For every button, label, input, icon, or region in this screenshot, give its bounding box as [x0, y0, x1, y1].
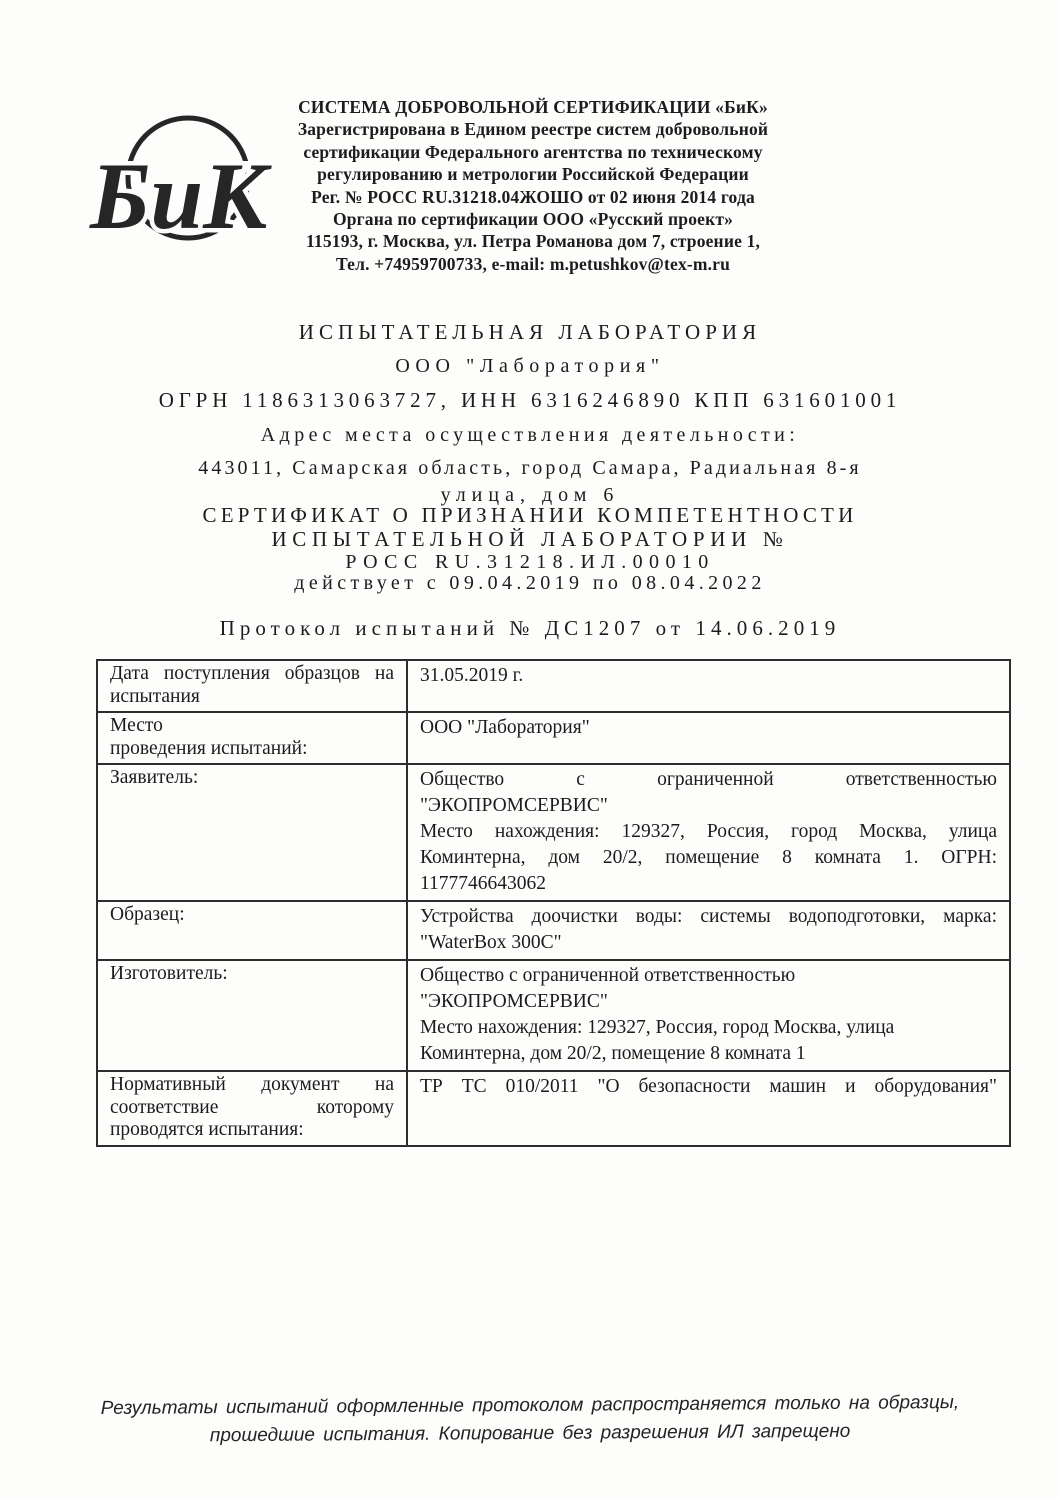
cell-line: Общество с ограниченной ответственностью — [420, 965, 796, 986]
footer-note-line-1: Результаты испытаний оформленные протоколом распространяется только на образцы, — [100, 1392, 960, 1419]
cert-recognition-line1: СЕРТИФИКАТ О ПРИЗНАНИИ КОМПЕТЕНТНОСТИ — [202, 503, 858, 527]
table-row-normative-document — [97, 1071, 1010, 1146]
row-value-cell — [407, 660, 1010, 712]
cell-line: Образец: — [110, 904, 185, 925]
cell-line: Нормативный документ на — [110, 1074, 394, 1095]
footer-note-line-2: прошедшие испытания. Копирование без разрешения ИЛ запрещено — [209, 1420, 851, 1447]
footer-note — [0, 1388, 1060, 1451]
cell-line: проведения испытаний: — [110, 737, 308, 759]
cell-line: Коминтерна, дом 20/2, помещение 8 комната 1. ОГРН: — [420, 847, 997, 868]
cell-line: Изготовитель: — [110, 963, 228, 984]
lab-address-label: Адрес места осуществления деятельности: — [260, 424, 800, 446]
lab-address-line2: улица, дом 6 — [440, 484, 620, 506]
lab-company: ООО "Лаборатория" — [395, 355, 665, 377]
row-value-cell — [407, 960, 1010, 1071]
cell-line: Место нахождения: 129327, Россия, город Москва, улица — [420, 1017, 895, 1038]
cell-line: Место нахождения: 129327, Россия, город Москва, улица — [420, 821, 997, 842]
cert-system-header — [278, 96, 788, 275]
row-label-cell — [97, 660, 407, 712]
table-row-place — [97, 712, 1010, 764]
lab-address-line1: 443011, Самарская область, город Самара, Радиальная 8-я — [198, 457, 862, 479]
row-label-cell — [97, 712, 407, 764]
table-row-date — [97, 660, 1010, 712]
cert-header-line-3: сертификации Федерального агентства по техническому — [303, 141, 763, 162]
cert-header-line-2: Зарегистрирована в Едином реестре систем добровольной — [297, 119, 769, 140]
cell-line: Устройства доочистки воды: системы водоподготовки, марка: — [420, 906, 997, 927]
cell-line: испытания — [110, 685, 200, 707]
table-row-sample — [97, 901, 1010, 960]
cell-line: соответствие которому — [110, 1096, 394, 1118]
test-info-table — [96, 659, 1011, 1147]
cell-line: ТР ТС 010/2011 "О безопасности машин и оборудования" — [420, 1076, 997, 1097]
cert-number: РОСС RU.31218.ИЛ.00010 — [345, 551, 715, 573]
row-value-cell — [407, 901, 1010, 960]
row-label-cell — [97, 1071, 407, 1146]
laboratory-title-block — [40, 322, 1020, 639]
row-value-cell — [407, 1071, 1010, 1146]
row-value-cell — [407, 764, 1010, 901]
logo-text: БиК — [90, 143, 268, 249]
cert-header-line-1: СИСТЕМА ДОБРОВОЛЬНОЙ СЕРТИФИКАЦИИ «БиК» — [298, 97, 768, 117]
table-row-manufacturer — [97, 960, 1010, 1071]
cell-line: "WaterBox 300C" — [420, 932, 562, 953]
cell-line: "ЭКОПРОМСЕРВИС" — [420, 991, 608, 1012]
table-row-applicant — [97, 764, 1010, 901]
cell-line: ООО "Лаборатория" — [420, 717, 590, 738]
cert-header-line-6: Органа по сертификации ООО «Русский проект» — [332, 209, 734, 230]
row-label-cell — [97, 901, 407, 960]
protocol-title: Протокол испытаний № ДС1207 от 14.06.2019 — [219, 616, 841, 640]
cert-recognition-line2: ИСПЫТАТЕЛЬНОЙ ЛАБОРАТОРИИ № — [271, 527, 789, 551]
cert-header-line-4: регулированию и метрологии Российской Федерации — [317, 164, 749, 185]
row-label-cell — [97, 764, 407, 901]
cell-line: Место — [110, 715, 163, 736]
cell-line: "ЭКОПРОМСЕРВИС" — [420, 795, 608, 816]
lab-title: ИСПЫТАТЕЛЬНАЯ ЛАБОРАТОРИЯ — [298, 320, 762, 344]
cert-header-line-7: 115193, г. Москва, ул. Петра Романова дом 7, строение 1, — [305, 231, 761, 252]
cell-line: проводятся испытания: — [110, 1119, 304, 1140]
cell-line: 31.05.2019 г. — [420, 665, 524, 686]
cell-line: 1177746643062 — [420, 873, 547, 894]
row-label-cell — [97, 960, 407, 1071]
cert-header-line-5: Рег. № РОСС RU.31218.04ЖОШО от 02 июня 2014 года — [311, 186, 755, 207]
cell-line: Общество с ограниченной ответственностью — [420, 769, 997, 790]
row-value-cell — [407, 712, 1010, 764]
cell-line: Коминтерна, дом 20/2, помещение 8 комната 1 — [420, 1043, 806, 1064]
cert-header-line-8: Тел. +74959700733, e-mail: m.petushkov@tex-m.ru — [335, 253, 731, 274]
lab-requisites: ОГРН 1186313063727, ИНН 6316246890 КПП 631601001 — [158, 388, 902, 412]
cert-validity: действует с 09.04.2019 по 08.04.2022 — [294, 572, 766, 594]
cell-line: Дата поступления образцов на — [110, 663, 394, 684]
cell-line: Заявитель: — [110, 767, 199, 788]
